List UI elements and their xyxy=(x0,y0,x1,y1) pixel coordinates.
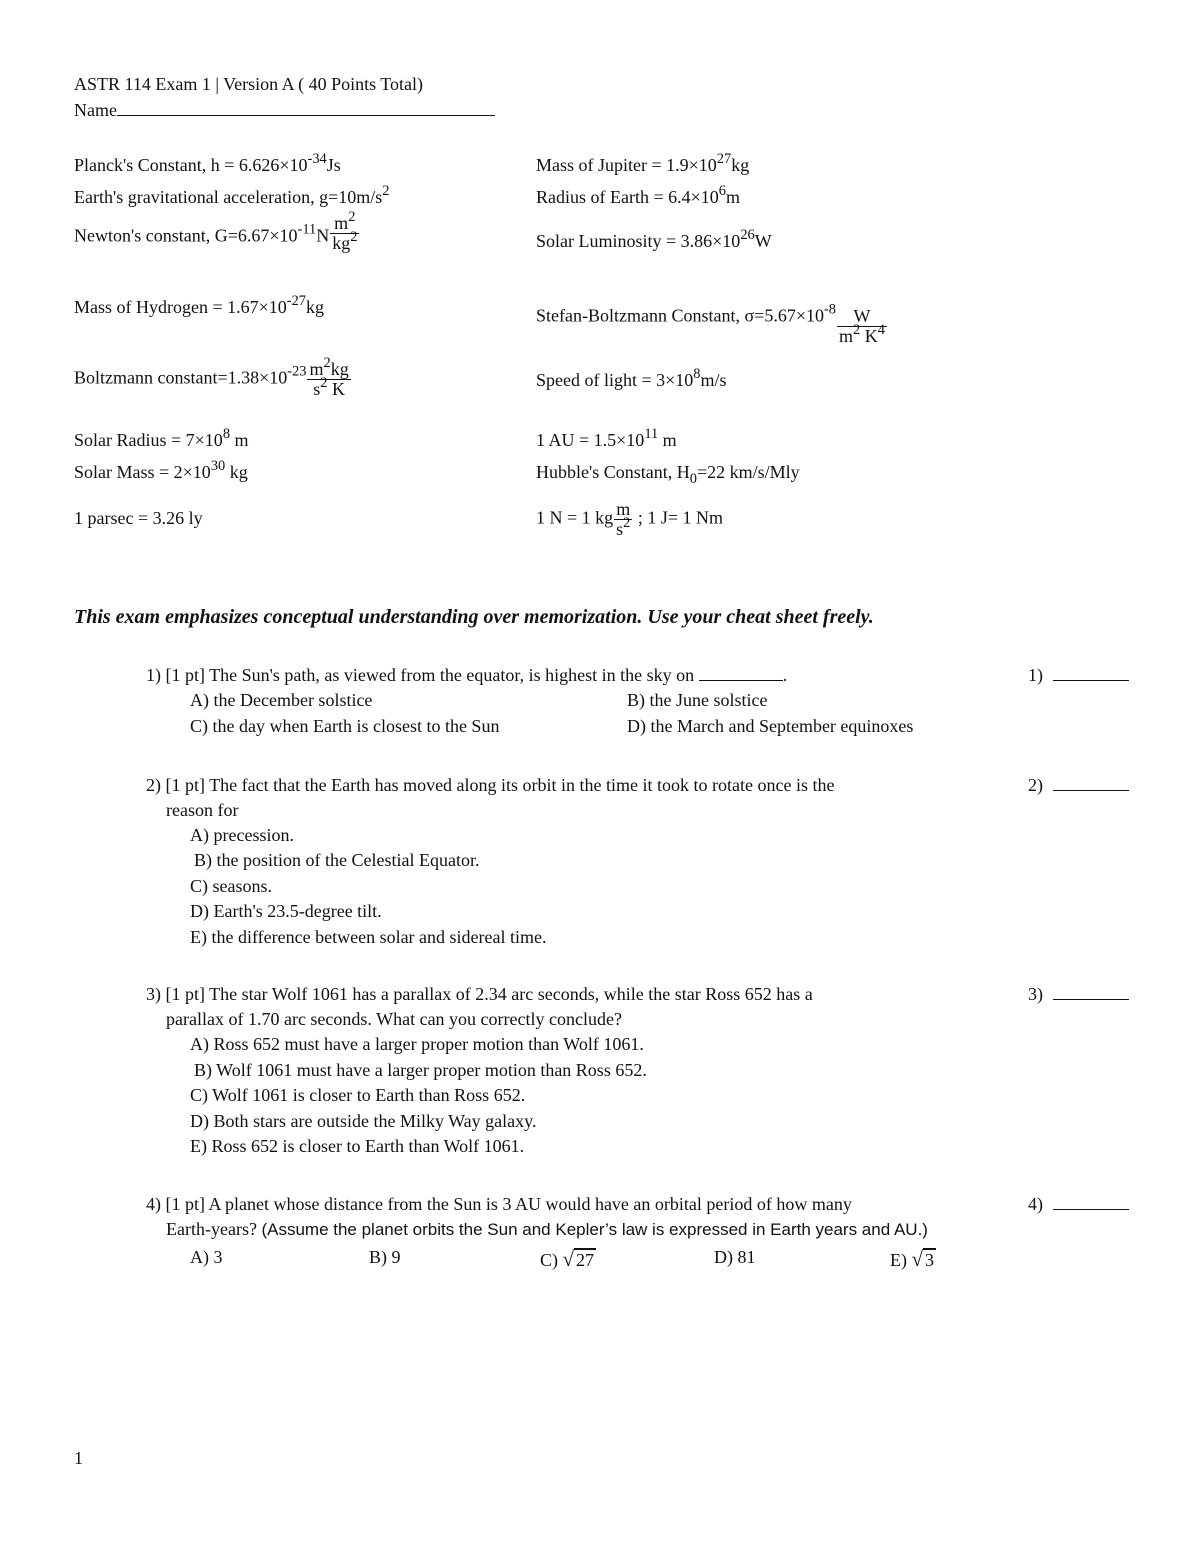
constant-earth-radius: Radius of Earth = $6.4\times 10^6m$ xyxy=(536,183,740,207)
page-number: 1 xyxy=(74,1448,83,1468)
constant-parsec: 1 parsec = 3.26 ly xyxy=(74,508,203,528)
question-2-option-e[interactable]: E) the difference between solar and sidereal time. xyxy=(190,927,547,947)
constant-hydrogen: Mass of Hydrogen = $1.67\times 10^{-27}kg$ xyxy=(74,293,324,317)
constant-planck: Planck's Constant, $h = 6.626\times 10^{-34}Js$ xyxy=(74,151,341,175)
square-root-icon: √ xyxy=(562,1247,575,1271)
question-3-stem-line-1: 3) [1 pt] The star Wolf 1061 has a parallax of 2.34 arc seconds, while the star Ross 652 has a xyxy=(146,984,813,1004)
question-1-stem: 1) [1 pt] The Sun's path, as viewed from the equator, is highest in the sky on . xyxy=(146,665,788,685)
question-4-option-c[interactable]: C) √ 27 xyxy=(540,1247,595,1271)
name-label: Name xyxy=(74,100,117,120)
constant-boltzmann: Boltzmann $constant=1.38\times 10^{-23}$ $\frac{m^2kg}{s^2 K}$ xyxy=(74,355,349,399)
question-4-stem-line-1: 4) [1 pt] A planet whose distance from the Sun is 3 AU would have an orbital period of how many xyxy=(146,1194,852,1214)
question-2-option-a[interactable]: A) precession. xyxy=(190,825,294,845)
question-3-answer[interactable]: 3) xyxy=(1028,984,1129,1005)
question-1-option-b[interactable]: B) the June solstice xyxy=(627,690,768,710)
name-line xyxy=(117,101,495,116)
question-4-option-d[interactable]: D) 81 xyxy=(714,1247,756,1267)
question-3-stem-line-2: parallax of 1.70 arc seconds. What can you correctly conclude? xyxy=(166,1009,622,1029)
constant-solar-mass: Solar Mass = $2\times 10^{30}$ kg xyxy=(74,458,248,482)
constant-au: 1 AU = $1.5\times 10^{11}$ m xyxy=(536,426,677,450)
question-2-stem-line-2: reason for xyxy=(166,800,239,820)
constant-gravity: Earth's gravitational acceleration, $g=10m/s^2$ xyxy=(74,183,390,207)
question-4-option-b[interactable]: B) 9 xyxy=(369,1247,401,1267)
constant-solar-luminosity: Solar Luminosity = $3.86\times 10^{26}W$ xyxy=(536,227,772,251)
exam-title: ASTR 114 Exam 1 | Version A ( 40 Points Total) xyxy=(74,74,424,94)
constant-solar-radius: Solar Radius = $7\times 10^8$ m xyxy=(74,426,249,450)
question-1-answer[interactable]: 1) xyxy=(1028,665,1129,686)
question-4-answer[interactable]: 4) xyxy=(1028,1194,1129,1215)
question-2-option-d[interactable]: D) Earth's 23.5-degree tilt. xyxy=(190,901,382,921)
constant-newton-unit: 1 N = 1 kg $\frac{m}{s^2}$ ; 1 J= 1 Nm xyxy=(536,499,724,539)
question-1-option-c[interactable]: C) the day when Earth is closest to the Sun xyxy=(190,716,500,736)
question-4-option-e[interactable]: E) √ 3 xyxy=(890,1247,935,1271)
constant-hubble: Hubble's Constant, $H_0=22$ km/s/Mly xyxy=(536,462,800,488)
constant-newton: Newton's constant, $G=6.67\times 10^{-11}N$ $\frac{m^2}{kg^2}$ xyxy=(74,209,358,253)
question-2-stem-line-1: 2) [1 pt] The fact that the Earth has moved along its orbit in the time it took to rotate once is the xyxy=(146,775,835,795)
square-root-icon: √ xyxy=(911,1247,924,1271)
question-3-option-c[interactable]: C) Wolf 1061 is closer to Earth than Ross 652. xyxy=(190,1085,526,1105)
question-2-option-c[interactable]: C) seasons. xyxy=(190,876,272,896)
question-3-option-d[interactable]: D) Both stars are outside the Milky Way galaxy. xyxy=(190,1111,537,1131)
question-1-inline-blank xyxy=(699,668,783,681)
question-4-stem-line-2: Earth-years? (Assume the planet orbits the Sun and Kepler’s law is expressed in Earth years and AU.) xyxy=(166,1219,928,1239)
name-field[interactable] xyxy=(74,100,495,121)
question-1-option-a[interactable]: A) the December solstice xyxy=(190,690,373,710)
question-3-option-a[interactable]: A) Ross 652 must have a larger proper motion than Wolf 1061. xyxy=(190,1034,644,1054)
question-3-option-b[interactable]: B) Wolf 1061 must have a larger proper motion than Ross 652. xyxy=(194,1060,647,1080)
instructions: This exam emphasizes conceptual understanding over memorization. Use your cheat sheet freely. xyxy=(74,606,874,628)
question-2-answer[interactable]: 2) xyxy=(1028,775,1129,796)
constant-stefan-boltzmann: Stefan-Boltzmann Constant, $\sigma=5.67\times 10^{-8}$ $\frac{W}{m^2 K^4}$ xyxy=(536,301,885,346)
question-2-option-b[interactable]: B) the position of the Celestial Equator. xyxy=(194,850,480,870)
constant-jupiter: Mass of Jupiter = $1.9\times 10^{27}kg$ xyxy=(536,151,750,175)
question-3-option-e[interactable]: E) Ross 652 is closer to Earth than Wolf 1061. xyxy=(190,1136,525,1156)
constant-speed-of-light: Speed of light = $3\times 10^8m/s$ xyxy=(536,366,727,390)
question-1-option-d[interactable]: D) the March and September equinoxes xyxy=(627,716,914,736)
question-4-option-a[interactable]: A) 3 xyxy=(190,1247,223,1267)
